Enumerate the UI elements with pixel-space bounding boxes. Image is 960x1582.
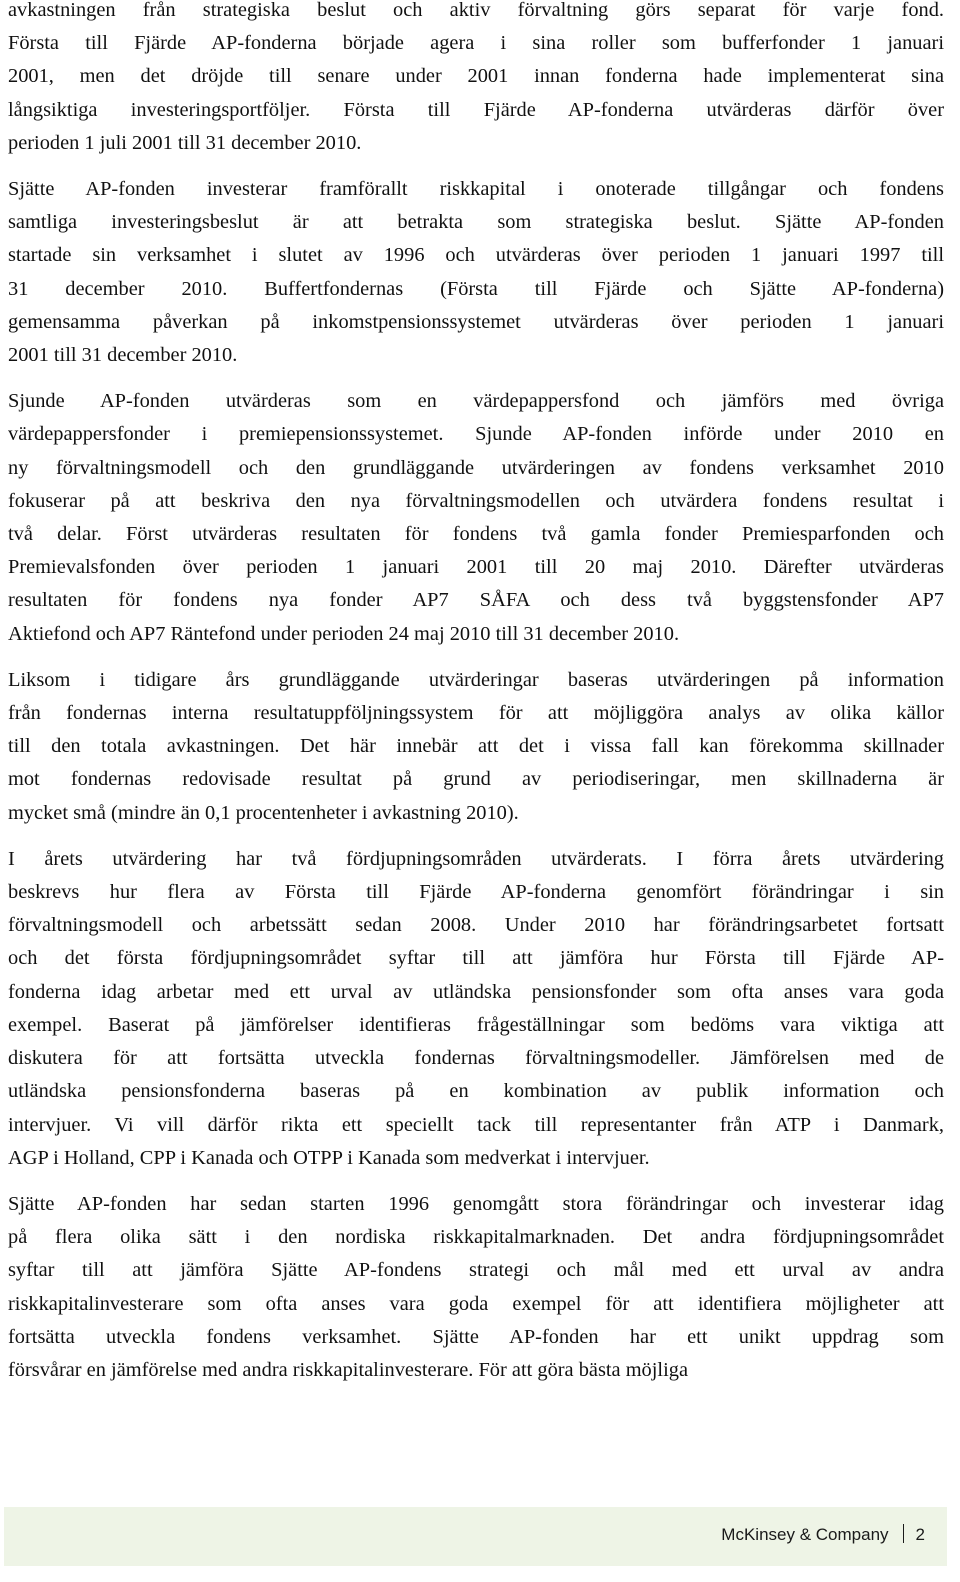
paragraph — [8, 1188, 944, 1387]
text-line: resultaten för fondens nya fonder AP7 SÅFA och dess två byggstensfonder AP7 — [8, 589, 944, 612]
footer-page-number: 2 — [915, 1525, 925, 1544]
text-line: perioden 1 juli 2001 till 31 december 2010. — [8, 131, 362, 154]
paragraph — [8, 385, 944, 651]
footer-company: McKinsey & Company — [721, 1525, 889, 1544]
text-line: från fondernas interna resultatuppföljningssystem för att möjliggöra analys av olika källor — [8, 702, 944, 725]
text-line: ny förvaltningsmodell och den grundläggande utvärderingen av fondens verksamhet 2010 — [8, 456, 944, 479]
text-line: syftar till att jämföra Sjätte AP-fondens strategi och mål med ett urval av andra — [8, 1259, 944, 1282]
text-line: 2001 till 31 december 2010. — [8, 344, 238, 367]
text-line: och det första fördjupningsområdet syftar till att jämföra hur Första till Fjärde AP- — [8, 947, 944, 970]
paragraph — [8, 664, 944, 830]
text-line: 2001, men det dröjde till senare under 2001 innan fonderna hade implementerat sina — [8, 65, 944, 88]
text-line: diskutera för att fortsätta utveckla fondernas förvaltningsmodeller. Jämförelsen med de — [8, 1047, 944, 1070]
body-text — [8, 0, 944, 1400]
text-line: utländska pensionsfonderna baseras på en kombination av publik information och — [8, 1080, 944, 1103]
page-footer — [4, 1507, 947, 1566]
text-line: förvaltningsmodell och arbetssätt sedan 2008. Under 2010 har förändringsarbetet fortsatt — [8, 914, 944, 937]
paragraph — [8, 173, 944, 372]
text-line: Sjunde AP-fonden utvärderas som en värdepappersfond och jämförs med övriga — [8, 390, 944, 413]
text-line: AGP i Holland, CPP i Kanada och OTPP i Kanada som medverkat i intervjuer. — [8, 1146, 650, 1169]
text-line: två delar. Först utvärderas resultaten för fondens två gamla fonder Premiesparfonden och — [8, 523, 944, 546]
footer-separator — [903, 1524, 904, 1543]
text-line: samtliga investeringsbeslut är att betrakta som strategiska beslut. Sjätte AP-fonden — [8, 211, 944, 234]
text-line: beskrevs hur flera av Första till Fjärde AP-fonderna genomfört förändringar i sin — [8, 881, 944, 904]
text-line: exempel. Baserat på jämförelser identifieras frågeställningar som bedöms vara viktiga att — [8, 1013, 944, 1036]
text-line: mycket små (mindre än 0,1 procentenheter i avkastning 2010). — [8, 801, 519, 824]
text-line: på flera olika sätt i den nordiska riskkapitalmarknaden. Det andra fördjupningsområdet — [8, 1226, 944, 1249]
text-line: I årets utvärdering har två fördjupningsområden utvärderats. I förra årets utvärdering — [8, 847, 944, 870]
paragraph — [8, 0, 944, 160]
text-line: Aktiefond och AP7 Räntefond under perioden 24 maj 2010 till 31 december 2010. — [8, 622, 680, 645]
text-line: avkastningen från strategiska beslut och aktiv förvaltning görs separat för varje fond. — [8, 0, 944, 21]
text-line: fokuserar på att beskriva den nya förvaltningsmodellen och utvärdera fondens resultat i — [8, 489, 944, 512]
text-line: värdepappersfonder i premiepensionssystemet. Sjunde AP-fonden införde under 2010 en — [8, 423, 944, 446]
footer-content — [721, 1524, 925, 1545]
text-line: till den totala avkastningen. Det här innebär att det i vissa fall kan förekomma skillnader — [8, 735, 944, 758]
text-line: fonderna idag arbetar med ett urval av utländska pensionsfonder som ofta anses vara goda — [8, 980, 944, 1003]
text-line: startade sin verksamhet i slutet av 1996 och utvärderas över perioden 1 januari 1997 till — [8, 244, 944, 267]
text-line: långsiktiga investeringsportföljer. Första till Fjärde AP-fonderna utvärderas därför över — [8, 98, 944, 121]
text-line: fortsätta utveckla fondens verksamhet. Sjätte AP-fonden har ett unikt uppdrag som — [8, 1325, 944, 1348]
text-line: Första till Fjärde AP-fonderna började agera i sina roller som bufferfonder 1 januari — [8, 32, 944, 55]
text-line: riskkapitalinvesterare som ofta anses vara goda exempel för att identifiera möjligheter att — [8, 1292, 944, 1315]
text-line: 31 december 2010. Buffertfondernas (Första till Fjärde och Sjätte AP-fonderna) — [8, 277, 944, 300]
text-line: Sjätte AP-fonden investerar framförallt riskkapital i onoterade tillgångar och fondens — [8, 178, 944, 201]
text-line: försvårar en jämförelse med andra riskkapitalinvesterare. För att göra bästa möjliga — [8, 1358, 688, 1381]
text-line: intervjuer. Vi vill därför rikta ett speciellt tack till representanter från ATP i Danmark, — [8, 1113, 944, 1136]
text-line: Premievalsfonden över perioden 1 januari 2001 till 20 maj 2010. Därefter utvärderas — [8, 556, 944, 579]
text-line: mot fondernas redovisade resultat på grund av periodiseringar, men skillnaderna är — [8, 768, 944, 791]
text-line: Liksom i tidigare års grundläggande utvärderingar baseras utvärderingen på information — [8, 668, 944, 691]
text-line: gemensamma påverkan på inkomstpensionssystemet utvärderas över perioden 1 januari — [8, 310, 944, 333]
text-line: Sjätte AP-fonden har sedan starten 1996 genomgått stora förändringar och investerar idag — [8, 1192, 944, 1215]
paragraph — [8, 843, 944, 1175]
